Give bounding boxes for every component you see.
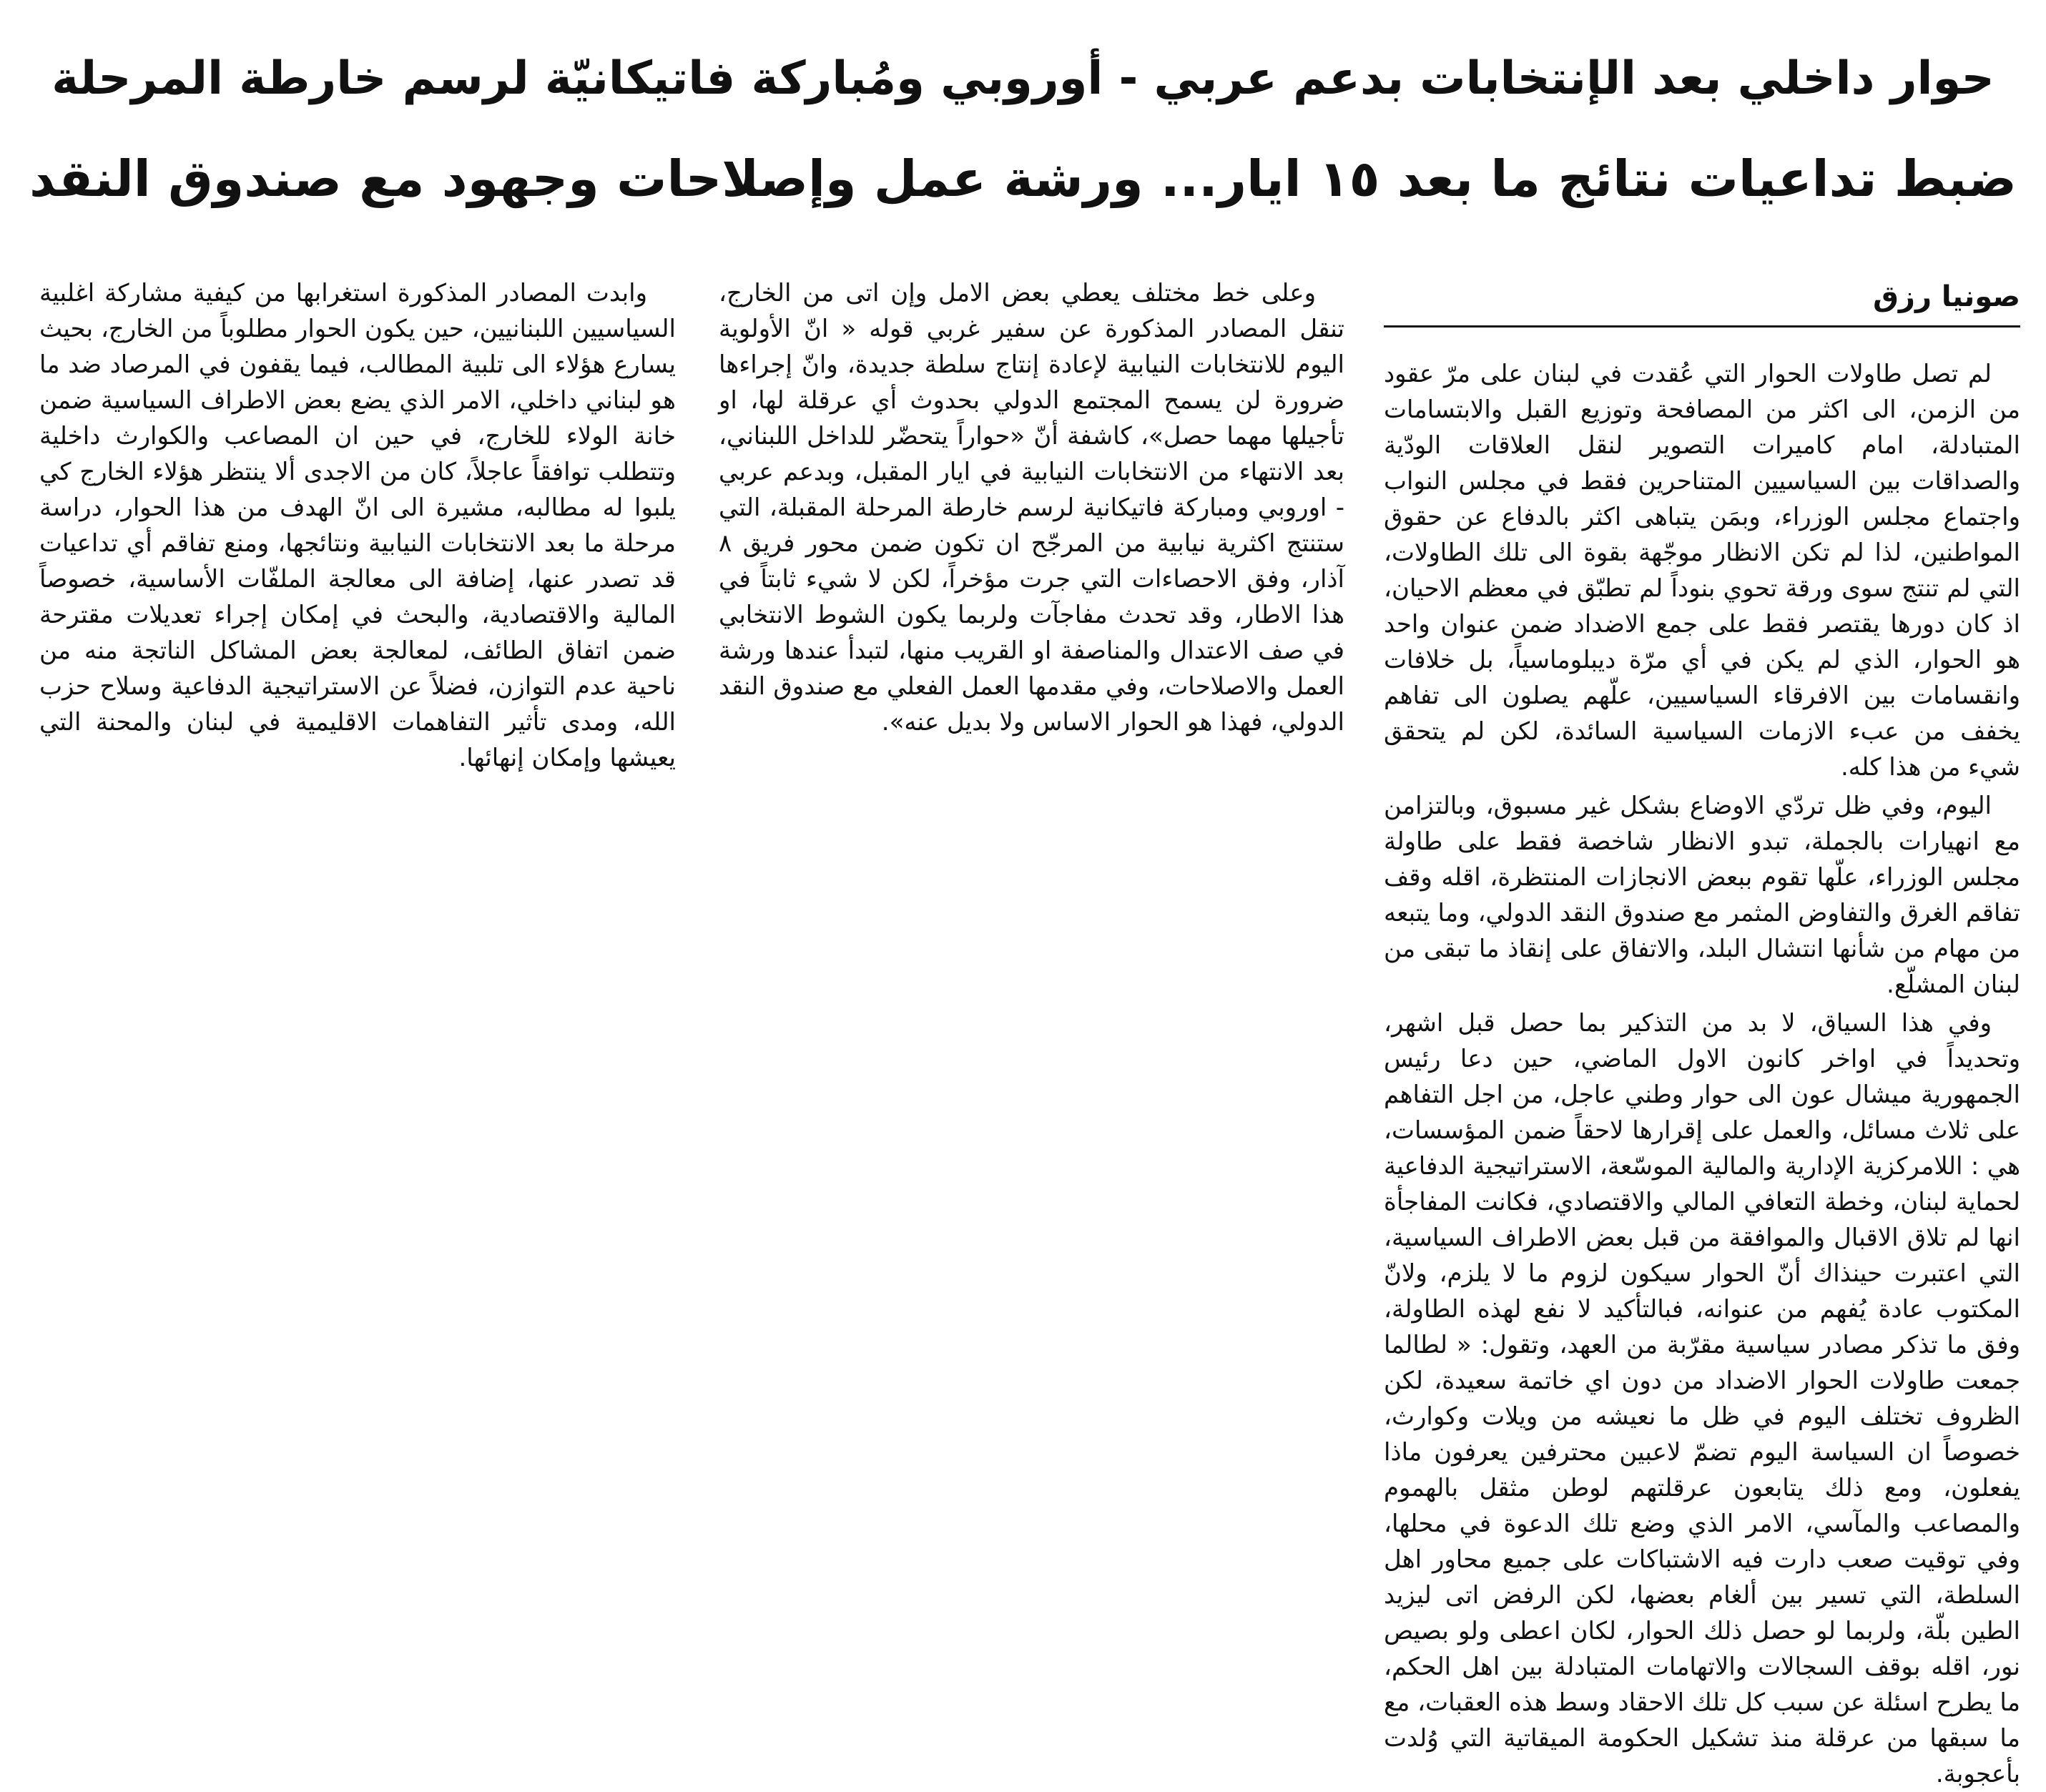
article-paragraph: وفي هذا السياق، لا بد من التذكير بما حصل قبل اشهر، وتحديداً في اواخر كانون الاول الماضي، حين دعا رئيس الجمهورية ميشال عون الى حوار وطني عاجل، من اجل التفاهم على ثلاث مسائل، والعمل على إقرارها لاحقاً ضمن المؤسسات، هي : اللامركزية الإدارية والمالية الموسّعة، الاستراتيجية الدفاعية لحماية لبنان، وخطة التعافي المالي والاقتصادي، فكانت المفاجأة انها لم تلاق الاقبال والموافقة من قبل بعض الاطراف السياسية، التي اعتبرت حينذاك أنّ الحوار سيكون لزوم ما لا يلزم، ولانّ المكتوب عادة يُفهم من عنوانه، فبالتأكيد لا نفع لهذه الطاولة، وفق ما تذكر مصادر سياسية مقرّبة من العهد، وتقول: « لطالما جمعت طاولات الحوار الاضداد من دون اي خاتمة سعيدة، لكن الظروف تختلف اليوم في ظل ما نعيشه من ويلات وكوارث، خصوصاً ان السياسة اليوم تضمّ لاعبين محترفين يعرفون ماذا يفعلون، ومع ذلك يتابعون عرقلتهم لوطن مثقل بالهموم والمصاعب والمآسي، الامر الذي وضع تلك الدعوة في محلها، وفي توقيت صعب دارت فيه الاشتباكات على جميع محاور اهل السلطة، التي تسير بين ألغام بعضها، لكن الرفض اتى ليزيد الطين بلّة، ولربما لو حصل ذلك الحوار، لكان اعطى ولو بصيص نور، اقله بوقف السجالات والاتهامات المتبادلة بين اهل الحكم، ما يطرح اسئلة عن سبب كل تلك الاحقاد وسط هذه العقبات، مع ما سبقها من عرقلة منذ تشكيل الحكومة الميقاتية التي وُلدت بأعجوبة. [1384,1009,2020,1788]
byline: صونيا رزق [1384,275,2020,328]
headline-line-1: حوار داخلي بعد الإنتخابات بدعم عربي - أوروبي ومُباركة فاتيكانيّة لرسم خارطة المرحلة [51,52,1995,105]
article-column-right [1384,275,2020,1788]
article-paragraph: لم تصل طاولات الحوار التي عُقدت في لبنان على مرّ عقود من الزمن، الى اكثر من المصافحة وتوزيع القبل والابتسامات المتبادلة، امام كاميرات التصوير لنقل العلاقات الودّية والصداقات بين السياسيين المتناحرين فقط في مجلس النواب واجتماع مجلس الوزراء، وبمَن يتباهى اكثر بالدفاع عن حقوق المواطنين، لذا لم تكن الانظار موجّهة بقوة الى تلك الطاولات، التي لم تنتج سوى ورقة تحوي بنوداً لم تطبّق في معظم الاحيان، اذ كان دورها يقتصر فقط على جمع الاضداد ضمن عنوان واحد هو الحوار، الذي لم يكن في أي مرّة ديبلوماسياً، بل خلافات وانقسامات بين الافرقاء السياسيين، علّهم يصلون الى تفاهم يخفف من عبء الازمات السياسية السائدة، لكن لم يتحقق شيء من هذا كله. [1384,360,2020,782]
article-paragraph: وعلى خط مختلف يعطي بعض الامل وإن اتى من الخارج، تنقل المصادر المذكورة عن سفير غربي قوله « انّ الأولوية اليوم للانتخابات النيابية لإعادة إنتاج سلطة جديدة، وانّ إجراءها ضرورة لن يسمح المجتمع الدولي بحدوث أي عرقلة لها، او تأجيلها مهما حصل»، كاشفة أنّ «حواراً يتحضّر للداخل اللبناني، بعد الانتهاء من الانتخابات النيابية في ايار المقبل، وبدعم عربي - اوروبي ومباركة فاتيكانية لرسم خارطة المرحلة المقبلة، التي ستنتج اكثرية نيابية من المرجّح ان تكون ضمن محور فريق ٨ آذار، وفق الاحصاءات التي جرت مؤخراً، لكن لا شيء ثابتاً في هذا الاطار، وقد تحدث مفاجآت ولربما يكون الشوط الانتخابي في صف الاعتدال والمناصفة او القريب منها، لتبدأ عندها ورشة العمل والاصلاحات، وفي مقدمها العمل الفعلي مع صندوق النقد الدولي، فهذا هو الحوار الاساس ولا بديل عنه». [719,279,1344,737]
article-column-middle [719,275,1344,1176]
article-column-left [39,275,676,1176]
headline-line-2: ضبط تداعيات نتائج ما بعد ١٥ ايار... ورشة عمل وإصلاحات وجهود مع صندوق النقد [29,149,2017,208]
article-paragraph: وابدت المصادر المذكورة استغرابها من كيفية مشاركة اغلبية السياسيين اللبنانيين، حين يكون الحوار مطلوباً من الخارج، بحيث يسارع هؤلاء الى تلبية المطالب، فيما يقفون في المرصاد ضد ما هو لبناني داخلي، الامر الذي يضع بعض الاطراف السياسية ضمن خانة الولاء للخارج، في حين ان المصاعب والكوارث داخلية وتتطلب توافقاً عاجلاً، كان من الاجدى ألا ينتظر هؤلاء الخارج كي يلبوا له مطالبه، مشيرة الى انّ الهدف من هذا الحوار، دراسة مرحلة ما بعد الانتخابات النيابية ونتائجها، ومنع تفاقم أي تداعيات قد تصدر عنها، إضافة الى معالجة الملفّات الأساسية، خصوصاً المالية والاقتصادية، والبحث في إمكان إجراء تعديلات مقترحة ضمن اتفاق الطائف، لمعالجة بعض المشاكل الناتجة منه من ناحية عدم التوازن، فضلاً عن الاستراتيجية الدفاعية وسلاح حزب الله، ومدى تأثير التفاهمات الاقليمية في لبنان والمحنة التي يعيشها وإمكان إنهائها. [39,279,676,772]
article-paragraph: اليوم، وفي ظل تردّي الاوضاع بشكل غير مسبوق، وبالتزامن مع انهيارات بالجملة، تبدو الانظار شاخصة فقط على طاولة مجلس الوزراء، علّها تقوم ببعض الانجازات المنتظرة، اقله وقف تفاقم الغرق والتفاوض المثمر مع صندوق النقد الدولي، وما يتبعه من مهام من شأنها انتشال البلد، والاتفاق على إنقاذ ما تبقى من لبنان المشلّع. [1384,792,2020,999]
